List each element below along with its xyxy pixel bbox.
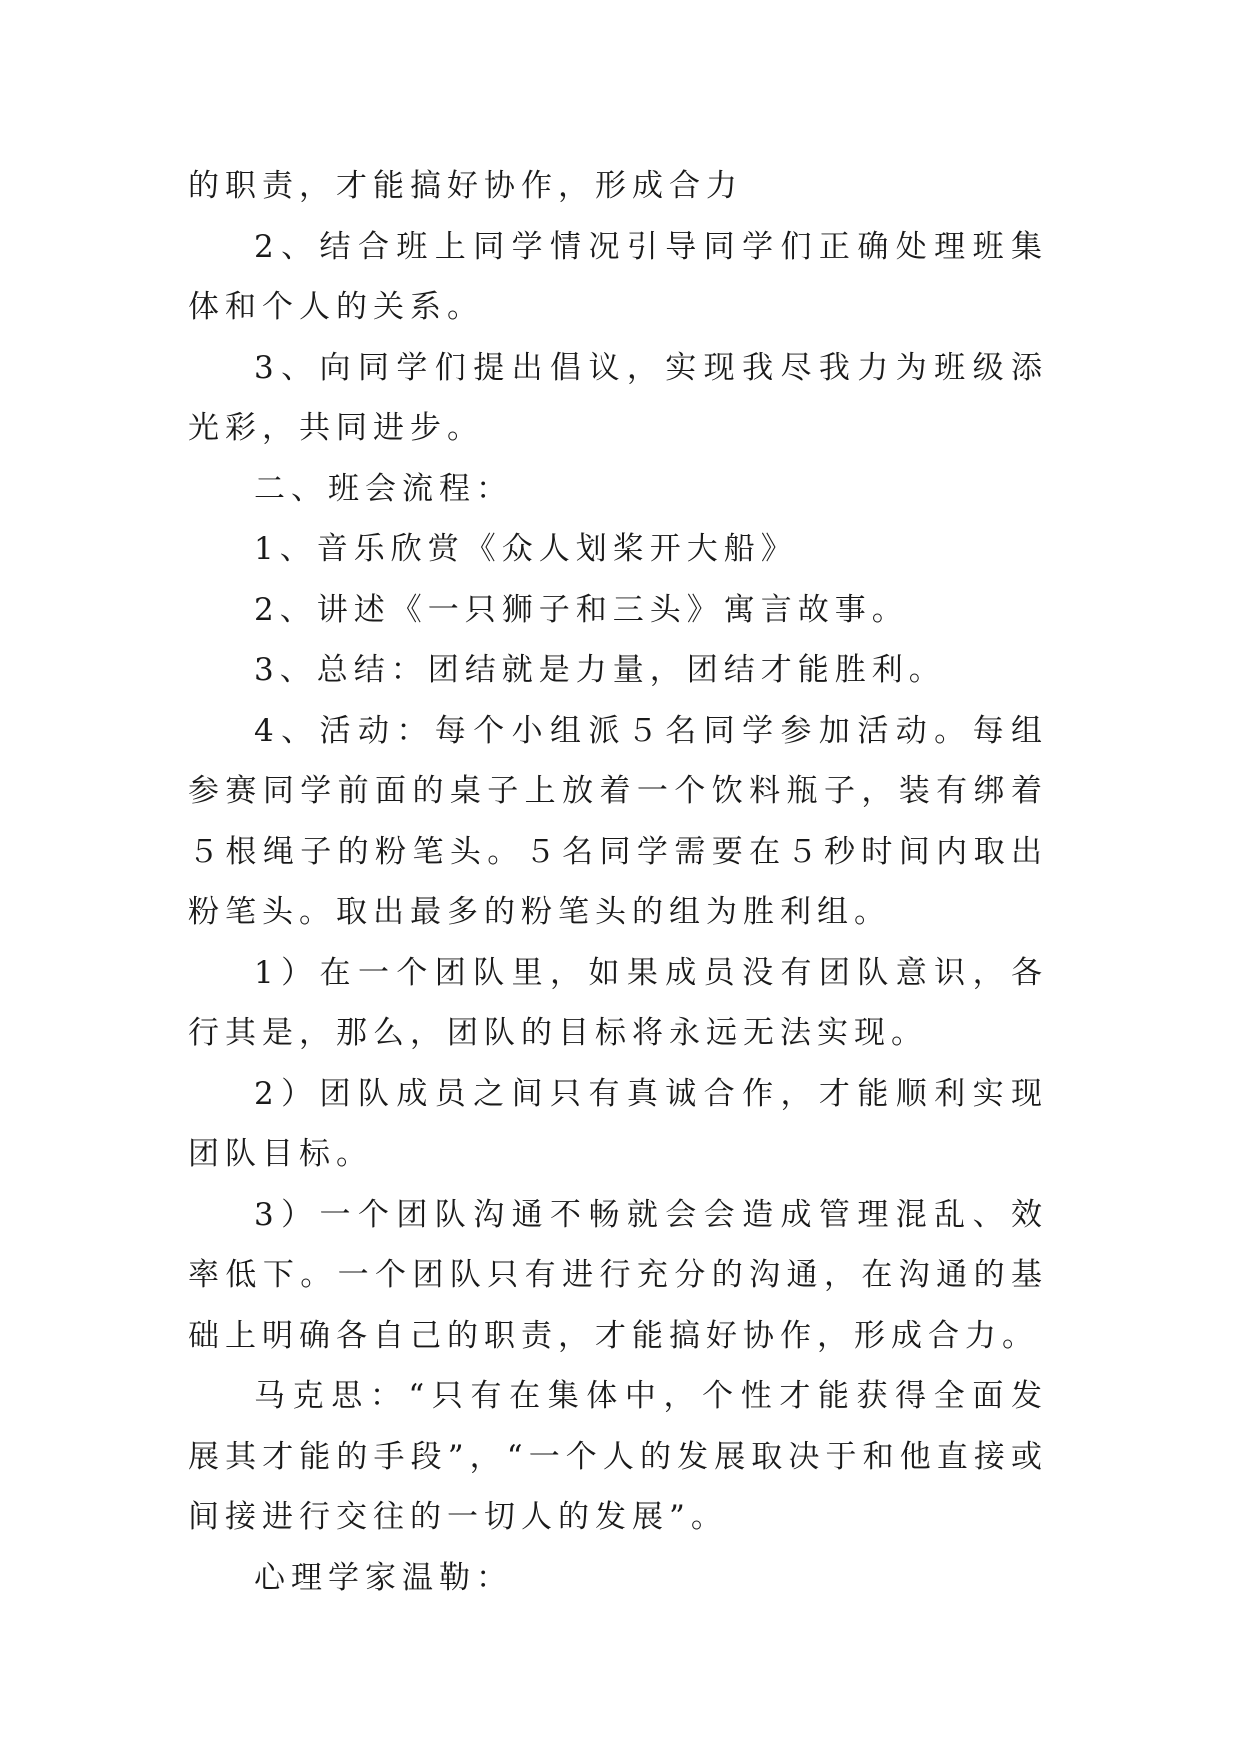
paragraph-10: 2）团队成员之间只有真诚合作，才能顺利实现团队目标。 — [188, 1075, 1048, 1172]
paragraph-3: 3、向同学们提出倡议，实现我尽我力为班级添光彩，共同进步。 — [188, 349, 1048, 446]
section-heading-process: 二、班会流程： — [254, 470, 513, 507]
paragraph-12: 马克思：“只有在集体中，个性才能获得全面发展其才能的手段”，“一个人的发展取决于和他直接或间接进行交往的一切人的发展”。 — [188, 1378, 1048, 1535]
paragraph-5: 1、音乐欣赏《众人划桨开大船》 — [254, 531, 798, 567]
paragraph-6: 2、讲述《一只狮子和三头》寓言故事。 — [254, 591, 909, 628]
paragraph-8: 4、活动：每个小组派５名同学参加活动。每组参赛同学前面的桌子上放着一个饮料瓶子，装有绑着５根绳子的粉笔头。５名同学需要在５秒时间内取出粉笔头。取出最多的粉笔头的组为胜利组。 — [188, 712, 1048, 930]
paragraph-7: 3、总结：团结就是力量，团结才能胜利。 — [254, 652, 946, 688]
paragraph-1: 的职责，才能搞好协作，形成合力 — [188, 168, 743, 204]
document-body — [188, 156, 1048, 1608]
paragraph-11: 3）一个团队沟通不畅就会会造成管理混乱、效率低下。一个团队只有进行充分的沟通，在沟通的基础上明确各自己的职责，才能搞好协作，形成合力。 — [188, 1196, 1048, 1354]
paragraph-13: 心理学家温勒： — [254, 1559, 513, 1596]
paragraph-9: 1）在一个团队里，如果成员没有团队意识，各行其是，那么，团队的目标将永远无法实现。 — [188, 954, 1048, 1051]
paragraph-2: 2、结合班上同学情况引导同学们正确处理班集体和个人的关系。 — [188, 228, 1048, 325]
